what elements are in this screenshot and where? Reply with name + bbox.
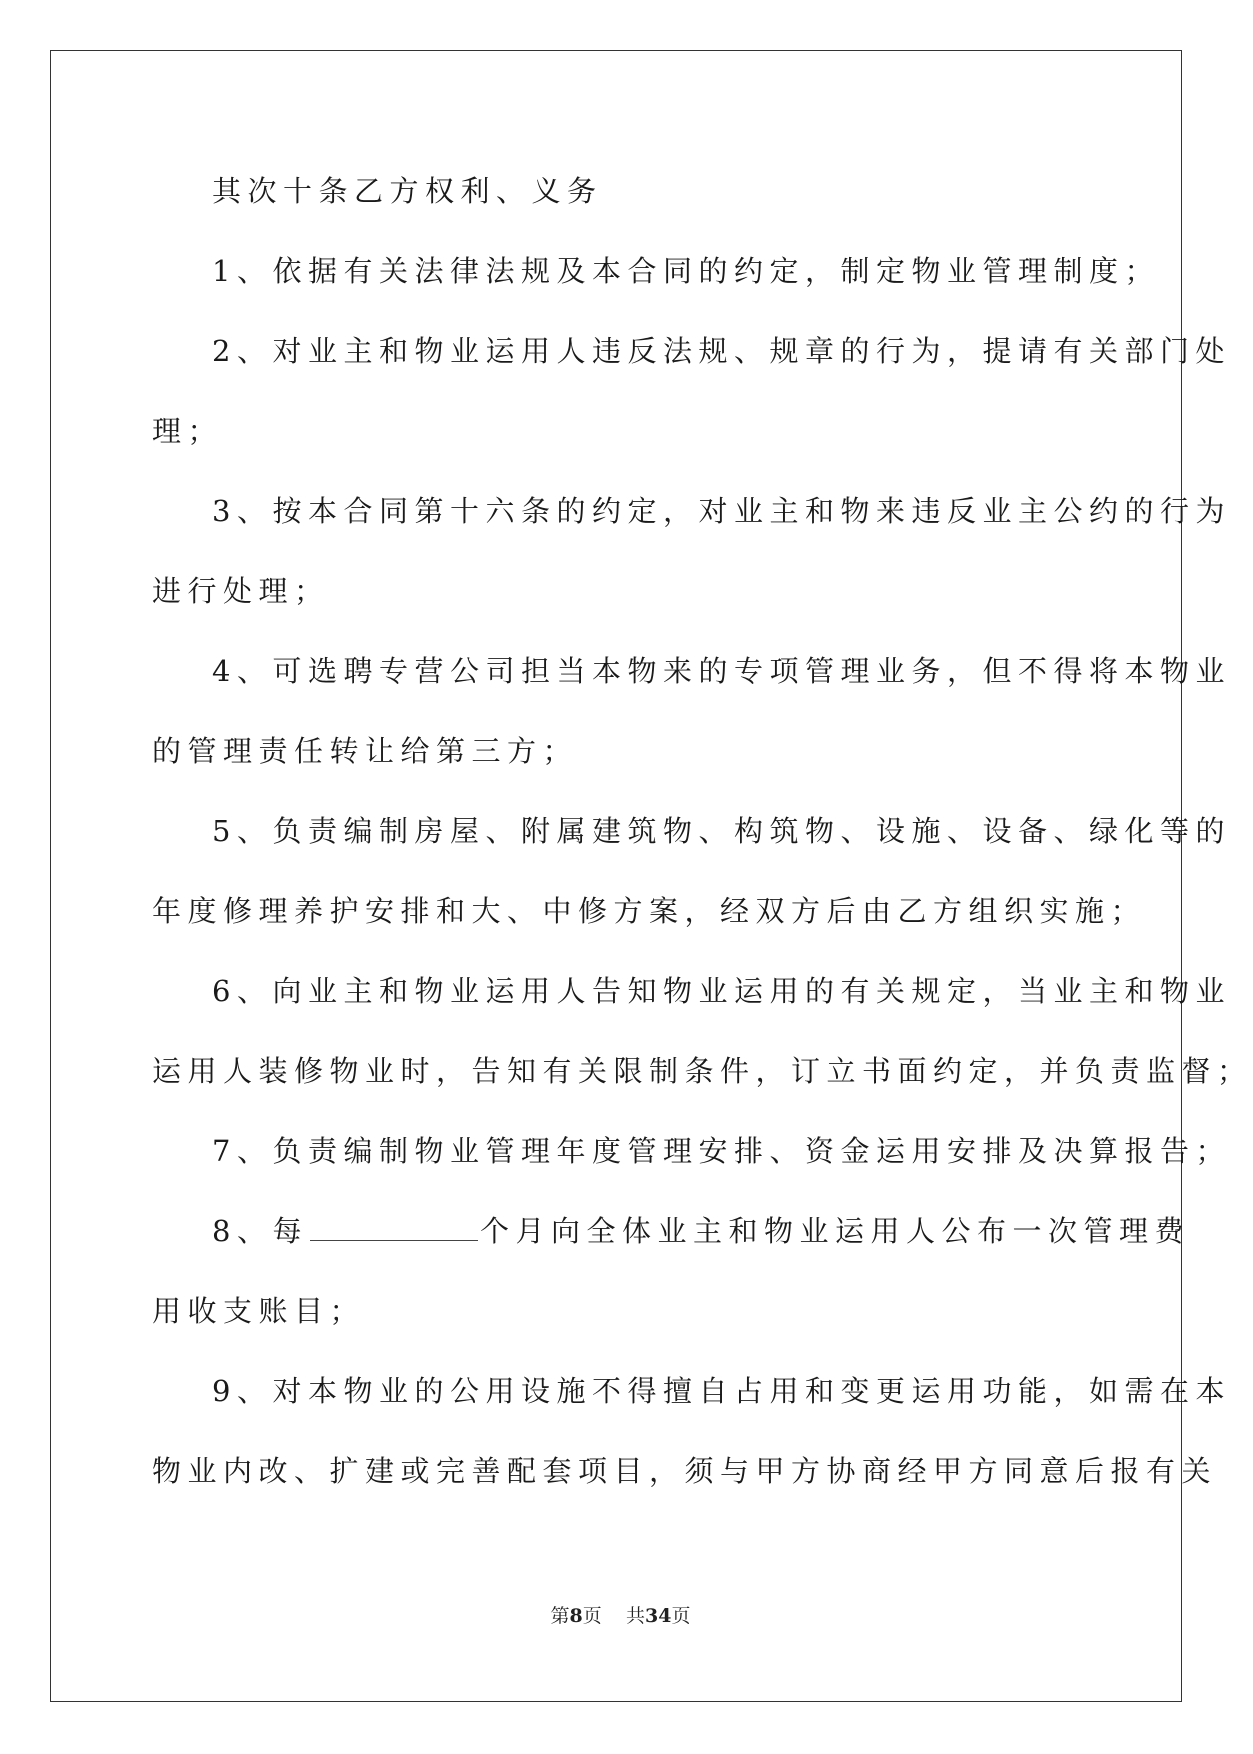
paragraph-line: 3、按本合同第十六条的约定，对业主和物来违反业主公约的行为 <box>212 494 1231 528</box>
page-suffix: 页 <box>582 1605 602 1627</box>
paragraph-line: 6、向业主和物业运用人告知物业运用的有关规定，当业主和物业 <box>212 974 1231 1008</box>
paragraph-line: 1、依据有关法律法规及本合同的约定，制定物业管理制度； <box>212 254 1160 288</box>
paragraph-line: 5、负责编制房屋、附属建筑物、构筑物、设施、设备、绿化等的 <box>212 814 1231 848</box>
paragraph-line: 2、对业主和物业运用人违反法规、规章的行为，提请有关部门处 <box>212 334 1231 368</box>
paragraph-line: 用收支账目； <box>152 1294 366 1328</box>
paragraph-line: 7、负责编制物业管理年度管理安排、资金运用安排及决算报告； <box>212 1134 1231 1168</box>
page-number: 8 <box>569 1605 583 1627</box>
page-prefix: 第 <box>550 1605 570 1627</box>
paragraph-line: 理； <box>152 414 224 448</box>
paragraph-line: 运用人装修物业时，告知有关限制条件，订立书面约定，并负责监督； <box>152 1054 1253 1088</box>
paragraph-line: 物业内改、扩建或完善配套项目，须与甲方协商经甲方同意后报有关 <box>152 1454 1218 1488</box>
fill-in-blank <box>310 1218 478 1241</box>
paragraph-line: 年度修理养护安排和大、中修方案，经双方后由乙方组织实施； <box>152 894 1147 928</box>
document-body <box>152 158 1253 1518</box>
total-suffix: 页 <box>671 1605 691 1627</box>
text-before-blank: 8、每 <box>212 1214 308 1248</box>
paragraph-line: 进行处理； <box>152 574 330 608</box>
text-after-blank: 个月向全体业主和物业运用人公布一次管理费 <box>479 1214 1190 1248</box>
total-prefix: 共 <box>625 1605 645 1627</box>
paragraph-line: 9、对本物业的公用设施不得擅自占用和变更运用功能，如需在本 <box>212 1374 1231 1408</box>
paragraph-line: 的管理责任转让给第三方； <box>152 734 579 768</box>
page-footer <box>0 1604 1241 1628</box>
paragraph-line-with-blank <box>152 1198 1190 1278</box>
total-pages: 34 <box>644 1605 672 1627</box>
paragraph-line: 4、可选聘专营公司担当本物来的专项管理业务，但不得将本物业 <box>212 654 1231 688</box>
section-heading: 其次十条乙方权利、义务 <box>212 174 603 208</box>
